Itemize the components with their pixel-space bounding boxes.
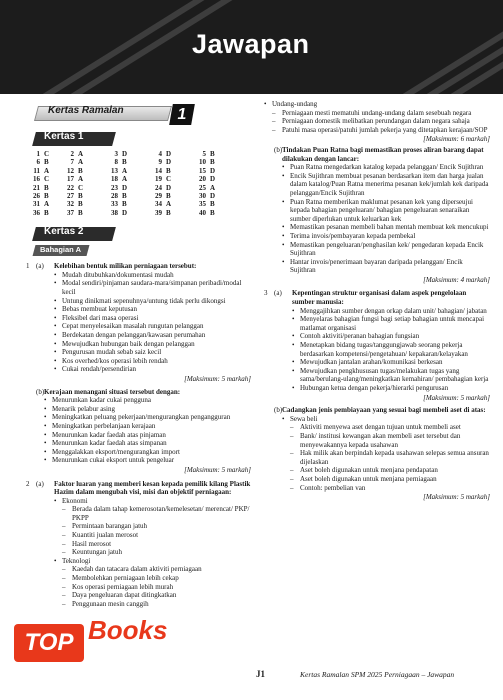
answer-number: 33 xyxy=(111,200,118,209)
answer-subpoint: – Kos operasi perniagaan lebih murah xyxy=(62,583,251,592)
answer-point: • Menggajihkan sumber dengan orkap dalam unit/ bahagian/ jabatan xyxy=(292,307,490,316)
answer-point: • Terima invois/pembayaran kepada pembekal xyxy=(282,232,490,241)
answer-point: • Menurunkan kadar cukai pengguna xyxy=(44,396,251,405)
answer-number: 5 xyxy=(202,150,206,158)
answer-number: 26 xyxy=(33,192,40,201)
answer-number: 18 xyxy=(111,175,118,184)
answer-letter: B xyxy=(166,166,171,175)
bahagian-heading: Bahagian A xyxy=(26,245,251,257)
answer-row xyxy=(26,175,251,183)
answer-number: 36 xyxy=(33,208,40,217)
answer-grid xyxy=(26,150,251,217)
answer-subpoint: – Kaedah dan tatacara dalam aktiviti perniagaan xyxy=(62,565,251,574)
answer-row xyxy=(26,150,251,158)
answer-point: • Mewujudkan hubungan baik dengan pelanggan xyxy=(54,340,251,349)
answer-letter: C xyxy=(166,175,172,184)
answer-letter: B xyxy=(78,192,83,201)
answer-number: 40 xyxy=(199,208,206,217)
page-number: J1 xyxy=(256,669,265,679)
answer-point: • Mudah ditubuhkan/dokumentasi mudah xyxy=(54,271,251,280)
answer-subpoint: – Aset boleh digunakan untuk menjana perniagaan xyxy=(290,475,490,484)
kertas-ramalan-heading: Kertas Ramalan 1 xyxy=(26,104,251,124)
answer-letter: B xyxy=(122,200,127,209)
answer-number: 8 xyxy=(114,158,118,167)
answer-subpoint: – Berada dalam tahap kemerosotan/kemelesetan/ merencat/ PKP/ PKPP xyxy=(62,505,251,522)
answer-number: 13 xyxy=(111,166,118,175)
answer-subpoint: – Daya pengeluaran dapat ditingkatkan xyxy=(62,591,251,600)
header-banner xyxy=(0,0,503,94)
answer-letter: C xyxy=(78,183,84,192)
answer-subpoint: – Bank/ institusi kewangan akan membeli aset tersebut dan menyewakannya kepada usahawan xyxy=(290,432,490,449)
answer-letter: A xyxy=(78,150,84,158)
answer-number: 34 xyxy=(155,200,162,209)
answer-subpoint: – Contoh: pembelian van xyxy=(290,484,490,493)
answer-number: 38 xyxy=(111,208,118,217)
answer-letter: B xyxy=(166,192,171,201)
answer-point: • Menurunkan kadar faedah atas simpanan xyxy=(44,439,251,448)
answer-number: 25 xyxy=(199,183,206,192)
answer-number: 29 xyxy=(155,192,162,201)
answer-letter: B xyxy=(166,208,171,217)
answer-number: 24 xyxy=(155,183,162,192)
answer-letter: B xyxy=(210,158,215,167)
answer-point: • Modal sendiri/pinjaman saudara-mara/simpanan peribadi/modal kecil xyxy=(54,279,251,296)
question-3a: 3 (a) Kepentingan struktur organisasi dalam aspek pengelolaan sumber manusia: • Menggajihkan sumber dengan orkap dalam unit/ bahagian/ jabatan • Menyelaras bahagian fungsi bagi setiap bahagian untuk mencapai matlamat organisasi • Contoh aktiviti/peranan bahagian fungsian • Menetapkan bidang tugas/tanggungjawab seorang pekerja berdasarkan kompetensi/pengetahuan/ kepakaran/kelayakan • Mewujudkan jantalan arahan/komunikasi berkesan • Mewujudkan pengkhususan tugas/melakukan tugas yang sama/berulang-ulang/meningkatkan kemahiran/ pembahagian kerja • Hubungan ketua dengan pekerja/hierarki pengurusan [Maksimum: 5 markah] xyxy=(264,289,490,404)
kertas2-heading: Kertas 2 xyxy=(26,227,251,242)
answer-number: 14 xyxy=(155,166,162,175)
answer-row xyxy=(26,209,251,217)
answer-letter: B xyxy=(44,158,49,167)
answer-number: 11 xyxy=(33,166,40,175)
answer-letter: B xyxy=(210,200,215,209)
answer-number: 28 xyxy=(111,192,118,201)
answer-point: • Pengurusan mudah sebab saiz kecil xyxy=(54,348,251,357)
answer-point: • Menarik pelabur asing xyxy=(44,405,251,414)
answer-point: • Mewujudkan jantalan arahan/komunikasi berkesan xyxy=(292,358,490,367)
answer-point: • Bebas membuat keputusan xyxy=(54,305,251,314)
answer-point: • Kos overhed/kos operasi lebih rendah xyxy=(54,357,251,366)
answer-point: • Encik Sujithran membuat pesanan berdasarkan item dan harga jualan dalam katalog/Puan Ratna menerima pesanan kek/jumlah kek daripada pelanggan/Encik Sujithran xyxy=(282,172,490,198)
answer-subpoint: – Perniagaan mesti mematuhi undang-undang dalam sesebuah negara xyxy=(272,109,490,118)
question-3b: (b) Cadangkan jenis pembiayaan yang sesuai bagi membeli aset di atas: • Sewa beli – Aktiviti menyewa aset dengan tujuan untuk membeli aset – Bank/ institusi kewangan akan membeli aset tersebut dan menyewakannya kepada usahawan – Hak milik akan berpindah kepada usahawan selepas semua ansuran dijelaskan – Aset boleh digunakan untuk menjana pendapatan – Aset boleh digunakan untuk menjana perniagaan – Contoh: pembelian van [Maksimum: 5 markah] xyxy=(264,406,490,504)
answer-number: 7 xyxy=(70,158,74,167)
answer-letter: B xyxy=(44,183,49,192)
answer-number: 17 xyxy=(67,175,74,184)
kertas1-heading: Kertas 1 xyxy=(26,132,251,147)
answer-subpoint: – Hasil merosot xyxy=(62,540,251,549)
answer-point: • Meningkatkan perbelanjaan kerajaan xyxy=(44,422,251,431)
answer-number: 22 xyxy=(67,183,74,192)
question-1a: 1 (a) Kelebihan bentuk milikan perniagaan tersebut: • Mudah ditubuhkan/dokumentasi mudah • Modal sendiri/pinjaman saudara-mara/simpanan peribadi/modal kecil • Untung dinikmati sepenuhnya/untung tidak perlu dikongsi • Bebas membuat keputusan • Fleksibel dari masa operasi • Cepat menyelesaikan masalah rungutan pelanggan • Berdekatan dengan pelanggan/kawasan perumahan • Mewujudkan hubungan baik dengan pelanggan • Pengurusan mudah sebab saiz kecil • Kos overhed/kos operasi lebih rendah • Cukai rendah/persendirian [Maksimum: 5 markah] xyxy=(26,262,251,385)
answer-point: • Menyelaras bahagian fungsi bagi setiap bahagian untuk mencapai matlamat organisasi xyxy=(292,315,490,332)
answer-point: • Cukai rendah/persendirian xyxy=(54,365,251,374)
answer-number: 3 xyxy=(114,150,118,158)
answer-row xyxy=(26,184,251,192)
answer-number: 39 xyxy=(155,208,162,217)
right-column: • Undang-undang – Perniagaan mesti mematuhi undang-undang dalam sesebuah negara – Perniagaan domestik melibatkan perundangan dalam negara sahaja – Patuhi masa operasi/patuhi jumlah pekerja yang ditetapkan kerajaan/SOP [Maksimum: 6 markah] (b) Tindakan Puan Ratna bagi memastikan proses aliran barang dapat dilakukan dengan lancar: • Puan Ratna mengedarkan katalog kepada pelanggan/ Encik Sujithran • Encik Sujithran membuat pesanan berdasarkan item dan harga jualan dalam katalog/Puan Ratna menerima pesanan kek/jumlah kek daripada pelanggan/Encik Sujithran • Puan Ratna memberikan maklumat pesanan kek yang diperseujui kepada bahagian pengeluaran/ bahagian pengeluaran senaraikan sumber diperlukan untuk keluarkan kek • Memastikan pesanan membeli bahan mentah membuat kek mencukupi • Terima invois/pembayaran kepada pembekal • Memastikan pengeluaran/penghasilan kek/ pengedaran kepada Encik Sujithran • Hantar invois/penerimaan bayaran daripada pelanggan/ Encik Sujithran [Maksimum: 4 markah] 3 (a) Kepentingan struktur organisasi dalam aspek pengelolaan sumber manusia: • Menggajihkan sumber dengan orkap dalam unit/ bahagian/ jabatan • Menyelaras bahagian fungsi bagi setiap bahagian untuk mencapai matlamat organisasi • Contoh aktiviti/peranan bahagian fungsian • Menetapkan bidang tugas/tanggungjawab seorang pekerja berdasarkan kompetensi/pengetahuan/ kepakaran/kelayakan • Mewujudkan jantalan arahan/komunikasi berkesan • Mewujudkan pengkhususan tugas/melakukan tugas yang sama/berulang-ulang/meningkatkan kemahiran/ pembahagian kerja • Hubungan ketua dengan pekerja/hierarki pengurusan [Maksimum: 5 markah] (b) Cadangkan jenis pembiayaan yang sesuai bagi membeli aset di atas: • Sewa beli – Aktiviti menyewa aset dengan tujuan untuk membeli aset – Bank/ institusi kewangan akan membeli aset tersebut dan menyewakannya kepada usahawan – Hak milik akan berpindah kepada usahawan selepas semua ansuran dijelaskan – Aset boleh digunakan untuk menjana pendapatan – Aset boleh digunakan untuk menjana perniagaan – Contoh: pembelian van [Maksimum: 5 markah] xyxy=(264,100,490,504)
answer-number: 9 xyxy=(158,158,162,167)
left-column xyxy=(26,100,251,608)
answer-letter: B xyxy=(210,208,215,217)
answer-subpoint: – Keuntungan jatuh xyxy=(62,548,251,557)
topbooks-logo: TOP Books xyxy=(14,614,174,670)
answer-subpoint: – Permintaan barangan jatuh xyxy=(62,522,251,531)
answer-subpoint: – Aset boleh digunakan untuk menjana pendapatan xyxy=(290,466,490,475)
answer-point: • Memastikan pengeluaran/penghasilan kek/ pengedaran kepada Encik Sujithran xyxy=(282,241,490,258)
answer-point: • Cepat menyelesaikan masalah rungutan pelanggan xyxy=(54,322,251,331)
answer-letter: D xyxy=(166,183,172,192)
answer-row xyxy=(26,200,251,208)
answer-letter: A xyxy=(44,166,50,175)
answer-row xyxy=(26,192,251,200)
answer-subpoint: – Penggunaan mesin canggih xyxy=(62,600,251,609)
answer-subpoint: – Kuantiti jualan merosot xyxy=(62,531,251,540)
answer-number: 1 xyxy=(36,150,40,158)
answer-number: 37 xyxy=(67,208,74,217)
answer-letter: D xyxy=(166,150,172,158)
answer-letter: B xyxy=(78,166,83,175)
answer-point: • Menetapkan bidang tugas/tanggungjawab seorang pekerja berdasarkan kompetensi/pengetahuan/ kepakaran/kelayakan xyxy=(292,341,490,358)
answer-letter: D xyxy=(122,183,128,192)
question-1b: (b) Kerajaan menangani situasi tersebut dengan: • Menurunkan kadar cukai pengguna • Menarik pelabur asing • Meningkatkan peluang pekerjaan/mengurangkan pengangguran • Meningkatkan perbelanjaan kerajaan • Menurunkan kadar faedah atas pinjaman • Menurunkan kadar faedah atas simpanan • Menggalakkan eksport/mengurangkan import • Menurunkan cukai eksport untuk pengeluar [Maksimum: 5 markah] xyxy=(26,388,251,477)
answer-point: • Hantar invois/penerimaan bayaran daripada pelanggan/ Encik Sujithran xyxy=(282,258,490,275)
answer-number: 19 xyxy=(155,175,162,184)
answer-number: 23 xyxy=(111,183,118,192)
answer-point: • Fleksibel dari masa operasi xyxy=(54,314,251,323)
answer-number: 15 xyxy=(199,166,206,175)
answer-number: 27 xyxy=(67,192,74,201)
answer-point: • Memastikan pesanan membeli bahan mentah membuat kek mencukupi xyxy=(282,223,490,232)
answer-number: 12 xyxy=(67,166,74,175)
answer-point: • Berdekatan dengan pelanggan/kawasan perumahan xyxy=(54,331,251,340)
answer-number: 35 xyxy=(199,200,206,209)
answer-letter: D xyxy=(122,150,128,158)
footer-text: Kertas Ramalan SPM 2025 Perniagaan – Jawapan xyxy=(300,670,455,679)
answer-point: • Mewujudkan pengkhususan tugas/melakukan tugas yang sama/berulang-ulang/meningkatkan kemahiran/ pembahagian kerja xyxy=(292,367,490,384)
answer-number: 4 xyxy=(158,150,162,158)
answer-row xyxy=(26,158,251,166)
answer-point: • Menurunkan cukai eksport untuk pengeluar xyxy=(44,456,251,465)
answer-letter: C xyxy=(44,150,50,158)
answer-letter: D xyxy=(166,158,172,167)
answer-letter: B xyxy=(44,208,49,217)
answer-letter: A xyxy=(44,200,50,209)
answer-letter: A xyxy=(210,183,216,192)
answer-number: 32 xyxy=(67,200,74,209)
answer-number: 2 xyxy=(70,150,74,158)
answer-letter: A xyxy=(78,175,84,184)
answer-point: • Untung dinikmati sepenuhnya/untung tidak perlu dikongsi xyxy=(54,297,251,306)
answer-letter: A xyxy=(78,158,84,167)
answer-point: • Menurunkan kadar faedah atas pinjaman xyxy=(44,431,251,440)
answer-point: • Menggalakkan eksport/mengurangkan import xyxy=(44,448,251,457)
answer-point: • Meningkatkan peluang pekerjaan/mengurangkan pengangguran xyxy=(44,413,251,422)
answer-number: 10 xyxy=(199,158,206,167)
answer-subpoint: – Hak milik akan berpindah kepada usahawan selepas semua ansuran dijelaskan xyxy=(290,449,490,466)
answer-letter: A xyxy=(166,200,172,209)
answer-subpoint: – Membolehkan perniagaan lebih cekap xyxy=(62,574,251,583)
answer-point: • Puan Ratna memberikan maklumat pesanan kek yang diperseujui kepada bahagian pengeluaran/ bahagian pengeluaran senaraikan sumber diperlukan untuk keluarkan kek xyxy=(282,198,490,224)
answer-number: 6 xyxy=(36,158,40,167)
answer-letter: A xyxy=(122,175,128,184)
answer-letter: B xyxy=(78,200,83,209)
answer-subpoint: – Patuhi masa operasi/patuhi jumlah pekerja yang ditetapkan kerajaan/SOP xyxy=(272,126,490,135)
answer-point: • Puan Ratna mengedarkan katalog kepada pelanggan/ Encik Sujithran xyxy=(282,163,490,172)
question-2a: 2 (a) Faktor luaran yang memberi kesan kepada pemilik kilang Plastik Hazim dalam mengubah visi, misi dan objektif perniagaan: • Ekonomi – Berada dalam tahap kemerosotan/kemelesetan/ merencat/ PKP/ PKPP – Permintaan barangan jatuh – Kuantiti jualan merosot – Hasil merosot – Keuntungan jatuh • Teknologi – Kaedah dan tatacara dalam aktiviti perniagaan – Membolehkan perniagaan lebih cekap – Kos operasi perniagaan lebih murah – Daya pengeluaran dapat ditingkatkan – Penggunaan mesin canggih xyxy=(26,480,251,609)
answer-letter: D xyxy=(210,175,216,184)
page-title: Jawapan xyxy=(192,29,310,59)
answer-letter: B xyxy=(122,192,127,201)
answer-letter: D xyxy=(210,192,216,201)
answer-letter: D xyxy=(210,166,216,175)
answer-letter: A xyxy=(122,166,128,175)
answer-number: 31 xyxy=(33,200,40,209)
answer-subpoint: – Aktiviti menyewa aset dengan tujuan untuk membeli aset xyxy=(290,423,490,432)
answer-letter: D xyxy=(122,208,128,217)
answer-letter: B xyxy=(122,158,127,167)
answer-point: • Contoh aktiviti/peranan bahagian fungsian xyxy=(292,332,490,341)
answer-number: 30 xyxy=(199,192,206,201)
answer-row xyxy=(26,167,251,175)
answer-number: 16 xyxy=(33,175,40,184)
answer-point: • Hubungan ketua dengan pekerja/hierarki pengurusan xyxy=(292,384,490,393)
answer-letter: B xyxy=(78,208,83,217)
answer-number: 21 xyxy=(33,183,40,192)
answer-number: 20 xyxy=(199,175,206,184)
answer-letter: B xyxy=(44,192,49,201)
question-2b: (b) Tindakan Puan Ratna bagi memastikan proses aliran barang dapat dilakukan dengan lancar: • Puan Ratna mengedarkan katalog kepada pelanggan/ Encik Sujithran • Encik Sujithran membuat pesanan berdasarkan item dan harga jualan dalam katalog/Puan Ratna menerima pesanan kek/jumlah kek daripada pelanggan/Encik Sujithran • Puan Ratna memberikan maklumat pesanan kek yang diperseujui kepada bahagian pengeluaran/ bahagian pengeluaran senaraikan sumber diperlukan untuk keluarkan kek • Memastikan pesanan membeli bahan mentah membuat kek mencukupi • Terima invois/pembayaran kepada pembekal • Memastikan pengeluaran/penghasilan kek/ pengedaran kepada Encik Sujithran • Hantar invois/penerimaan bayaran daripada pelanggan/ Encik Sujithran [Maksimum: 4 markah] xyxy=(264,146,490,287)
answer-letter: C xyxy=(44,175,50,184)
answer-letter: B xyxy=(210,150,215,158)
answer-subpoint: – Perniagaan domestik melibatkan perundangan dalam negara sahaja xyxy=(272,117,490,126)
